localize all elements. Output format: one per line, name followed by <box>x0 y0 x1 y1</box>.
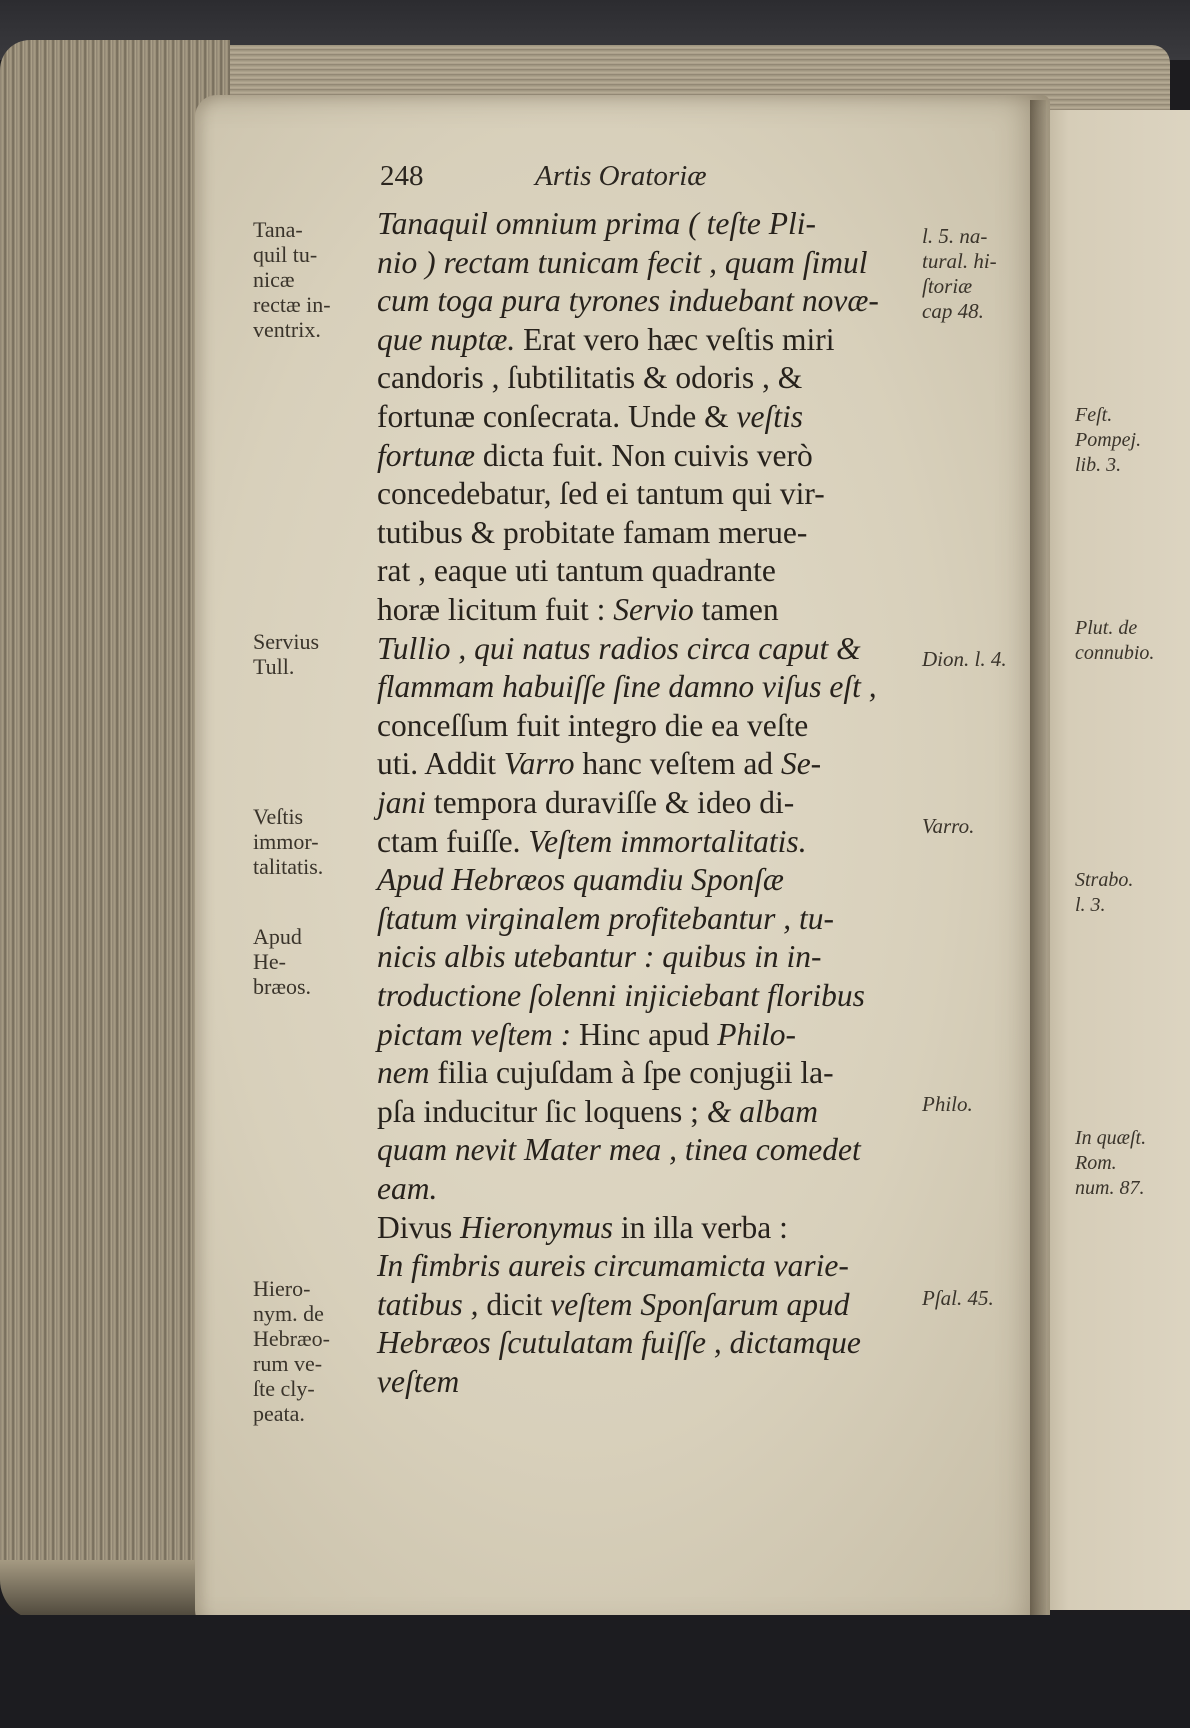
italic-text: Tullio , qui natus radios circa caput & <box>377 630 861 666</box>
running-title: Artis Oratoriæ <box>535 160 707 192</box>
italic-text: ſtatum virginalem profitebantur , tu- <box>377 900 835 936</box>
margin-note-line: Strabo. <box>1075 869 1134 891</box>
margin-note-line: nicæ <box>253 267 295 292</box>
italic-text: eam. <box>377 1171 438 1206</box>
body-line <box>377 1324 912 1362</box>
body-line <box>377 552 912 590</box>
roman-text: horæ licitum fuit : <box>377 592 614 627</box>
margin-note-line: peata. <box>253 1401 305 1426</box>
margin-note-line: Hiero- <box>253 1276 311 1301</box>
margin-note-line: nym. de <box>253 1301 324 1326</box>
body-line <box>377 244 912 282</box>
margin-note-line: Pſal. 45. <box>922 1286 994 1310</box>
body-line <box>377 437 912 475</box>
italic-text: flammam habuiſſe ſine damno viſus eſt , <box>377 669 877 705</box>
italic-text: Servio <box>613 592 694 627</box>
margin-note-line: quil tu- <box>253 242 318 267</box>
italic-text: troductione ſolenni injiciebant floribus <box>377 978 865 1013</box>
roman-text: hanc veſtem ad <box>574 746 781 782</box>
margin-note-line: ventrix. <box>253 317 321 342</box>
margin-note-line: rectæ in- <box>253 292 331 317</box>
body-line <box>377 861 912 899</box>
roman-text: tempora duraviſſe & ideo di- <box>426 785 795 820</box>
body-line <box>377 784 912 822</box>
body-line <box>377 1131 912 1169</box>
roman-text: dicta fuit. Non cuivis verò <box>475 437 813 473</box>
italic-text: veſtis <box>736 399 803 434</box>
margin-note-line: talitatis. <box>253 854 324 879</box>
roman-text: Divus <box>377 1209 461 1245</box>
body-line <box>377 1286 912 1324</box>
background-bottom <box>0 1615 1190 1728</box>
margin-note-line: Tana- <box>253 217 303 242</box>
italic-text: que nuptæ. <box>377 321 516 357</box>
margin-note-line: He- <box>253 949 286 974</box>
italic-text: pictam veſtem : <box>377 1016 572 1052</box>
body-line <box>377 630 912 668</box>
margin-note-line: Apud <box>253 924 302 949</box>
margin-note-line: ſtoriæ <box>922 274 973 298</box>
italic-text: nio ) rectam tunicam fecit , quam ſimul <box>377 244 868 280</box>
roman-text: Erat vero hæc veſtis miri <box>515 321 835 357</box>
facing-page <box>1035 110 1190 1610</box>
margin-note-line: In quæſt. <box>1075 1127 1147 1149</box>
roman-text: dicit <box>478 1286 551 1322</box>
italic-text: In fimbris aureis circumamicta varie- <box>377 1248 849 1284</box>
roman-text: tamen <box>693 592 779 627</box>
roman-text: conceſſum fuit integro die ea veſte <box>377 707 809 743</box>
body-line <box>377 514 912 552</box>
margin-note-line: lib. 3. <box>1075 454 1122 476</box>
body-line <box>377 321 912 359</box>
margin-note-line: Tull. <box>253 654 295 679</box>
margin-note-line: Dion. l. 4. <box>922 647 1007 671</box>
roman-text: uti. Addit <box>377 746 504 782</box>
italic-text: quam nevit Mater mea , tinea comedet <box>377 1132 861 1168</box>
margin-note-line: Plut. de <box>1075 617 1138 639</box>
page-number: 248 <box>380 160 424 192</box>
margin-note-line: tural. hi- <box>922 249 997 273</box>
margin-note-line: Philo. <box>922 1092 973 1116</box>
margin-note-line: ſte cly- <box>253 1376 315 1401</box>
roman-text: pſa inducitur ſic loquens ; <box>377 1093 707 1129</box>
italic-text: jani <box>377 785 427 820</box>
italic-text: veſtem <box>377 1364 460 1399</box>
body-line <box>377 707 912 745</box>
margin-note-line: rum ve- <box>253 1351 323 1376</box>
italic-text: & albam <box>706 1093 818 1129</box>
italic-text: cum toga pura tyrones induebant novæ- <box>377 283 879 319</box>
italic-text: Apud Hebræos quamdiu Sponſæ <box>377 862 784 898</box>
body-line <box>377 1093 912 1131</box>
body-line <box>377 591 912 629</box>
book-gutter <box>1030 100 1046 1620</box>
margin-note-line: Varro. <box>922 814 975 838</box>
italic-text: veſtem Sponſarum apud <box>550 1286 850 1322</box>
body-line <box>377 938 912 976</box>
margin-note-line: Feſt. <box>1075 404 1113 426</box>
body-line <box>377 1054 912 1092</box>
roman-text: in illa verba : <box>612 1209 788 1245</box>
margin-note-line: Pompej. <box>1075 429 1142 451</box>
body-line <box>377 668 912 706</box>
roman-text: tutibus & probitate famam merue- <box>377 514 808 550</box>
italic-text: nicis albis utebantur : quibus in in- <box>377 939 822 975</box>
margin-note-line: Hebræo- <box>253 1326 330 1351</box>
body-line <box>377 1363 912 1401</box>
body-line <box>377 1247 912 1285</box>
roman-text: concedebatur, ſed ei tantum qui vir- <box>377 476 825 512</box>
margin-note-line: connubio. <box>1075 642 1155 664</box>
body-line <box>377 398 912 436</box>
italic-text: nem <box>377 1055 430 1091</box>
body-line <box>377 475 912 513</box>
italic-text: Se- <box>780 746 822 782</box>
italic-text: Hieronymus <box>460 1209 613 1245</box>
margin-note-line: immor- <box>253 829 319 854</box>
margin-note-line: bræos. <box>253 974 312 999</box>
margin-note-line: cap 48. <box>922 299 984 323</box>
roman-text: rat , eaque uti tantum quadrante <box>377 553 776 589</box>
roman-text: ctam fuiſſe. <box>377 823 529 859</box>
margin-note-line: l. 3. <box>1075 894 1106 916</box>
italic-text: Hebræos ſcutulatam fuiſſe , dictamque <box>377 1325 861 1361</box>
body-line <box>377 1209 912 1247</box>
roman-text: candoris , ſubtilitatis & odoris , & <box>377 360 803 396</box>
margin-note-line: Servius <box>253 629 319 654</box>
italic-text: Veſtem immortalitatis. <box>528 823 807 859</box>
italic-text: Varro <box>503 746 575 782</box>
body-line <box>377 359 912 397</box>
body-line <box>377 745 912 783</box>
body-line <box>377 205 912 243</box>
margin-note-line: l. 5. na- <box>922 224 988 248</box>
italic-text: fortunæ <box>377 437 476 473</box>
italic-text: Tanaquil omnium prima ( teſte Pli- <box>377 206 816 241</box>
roman-text: Hinc apud <box>571 1016 718 1052</box>
roman-text: fortunæ conſecrata. Unde & <box>377 399 737 434</box>
margin-note-line: Veſtis <box>253 804 304 829</box>
italic-text: Philo- <box>717 1016 797 1052</box>
body-line <box>377 282 912 320</box>
body-line <box>377 823 912 861</box>
body-line <box>377 900 912 938</box>
margin-note-line: Rom. <box>1075 1152 1117 1174</box>
body-line <box>377 977 912 1015</box>
body-line <box>377 1170 912 1208</box>
italic-text: tatibus , <box>377 1286 479 1322</box>
body-line <box>377 1016 912 1054</box>
margin-note-line: num. 87. <box>1075 1177 1145 1199</box>
roman-text: filia cujuſdam à ſpe conjugii la- <box>429 1055 834 1091</box>
